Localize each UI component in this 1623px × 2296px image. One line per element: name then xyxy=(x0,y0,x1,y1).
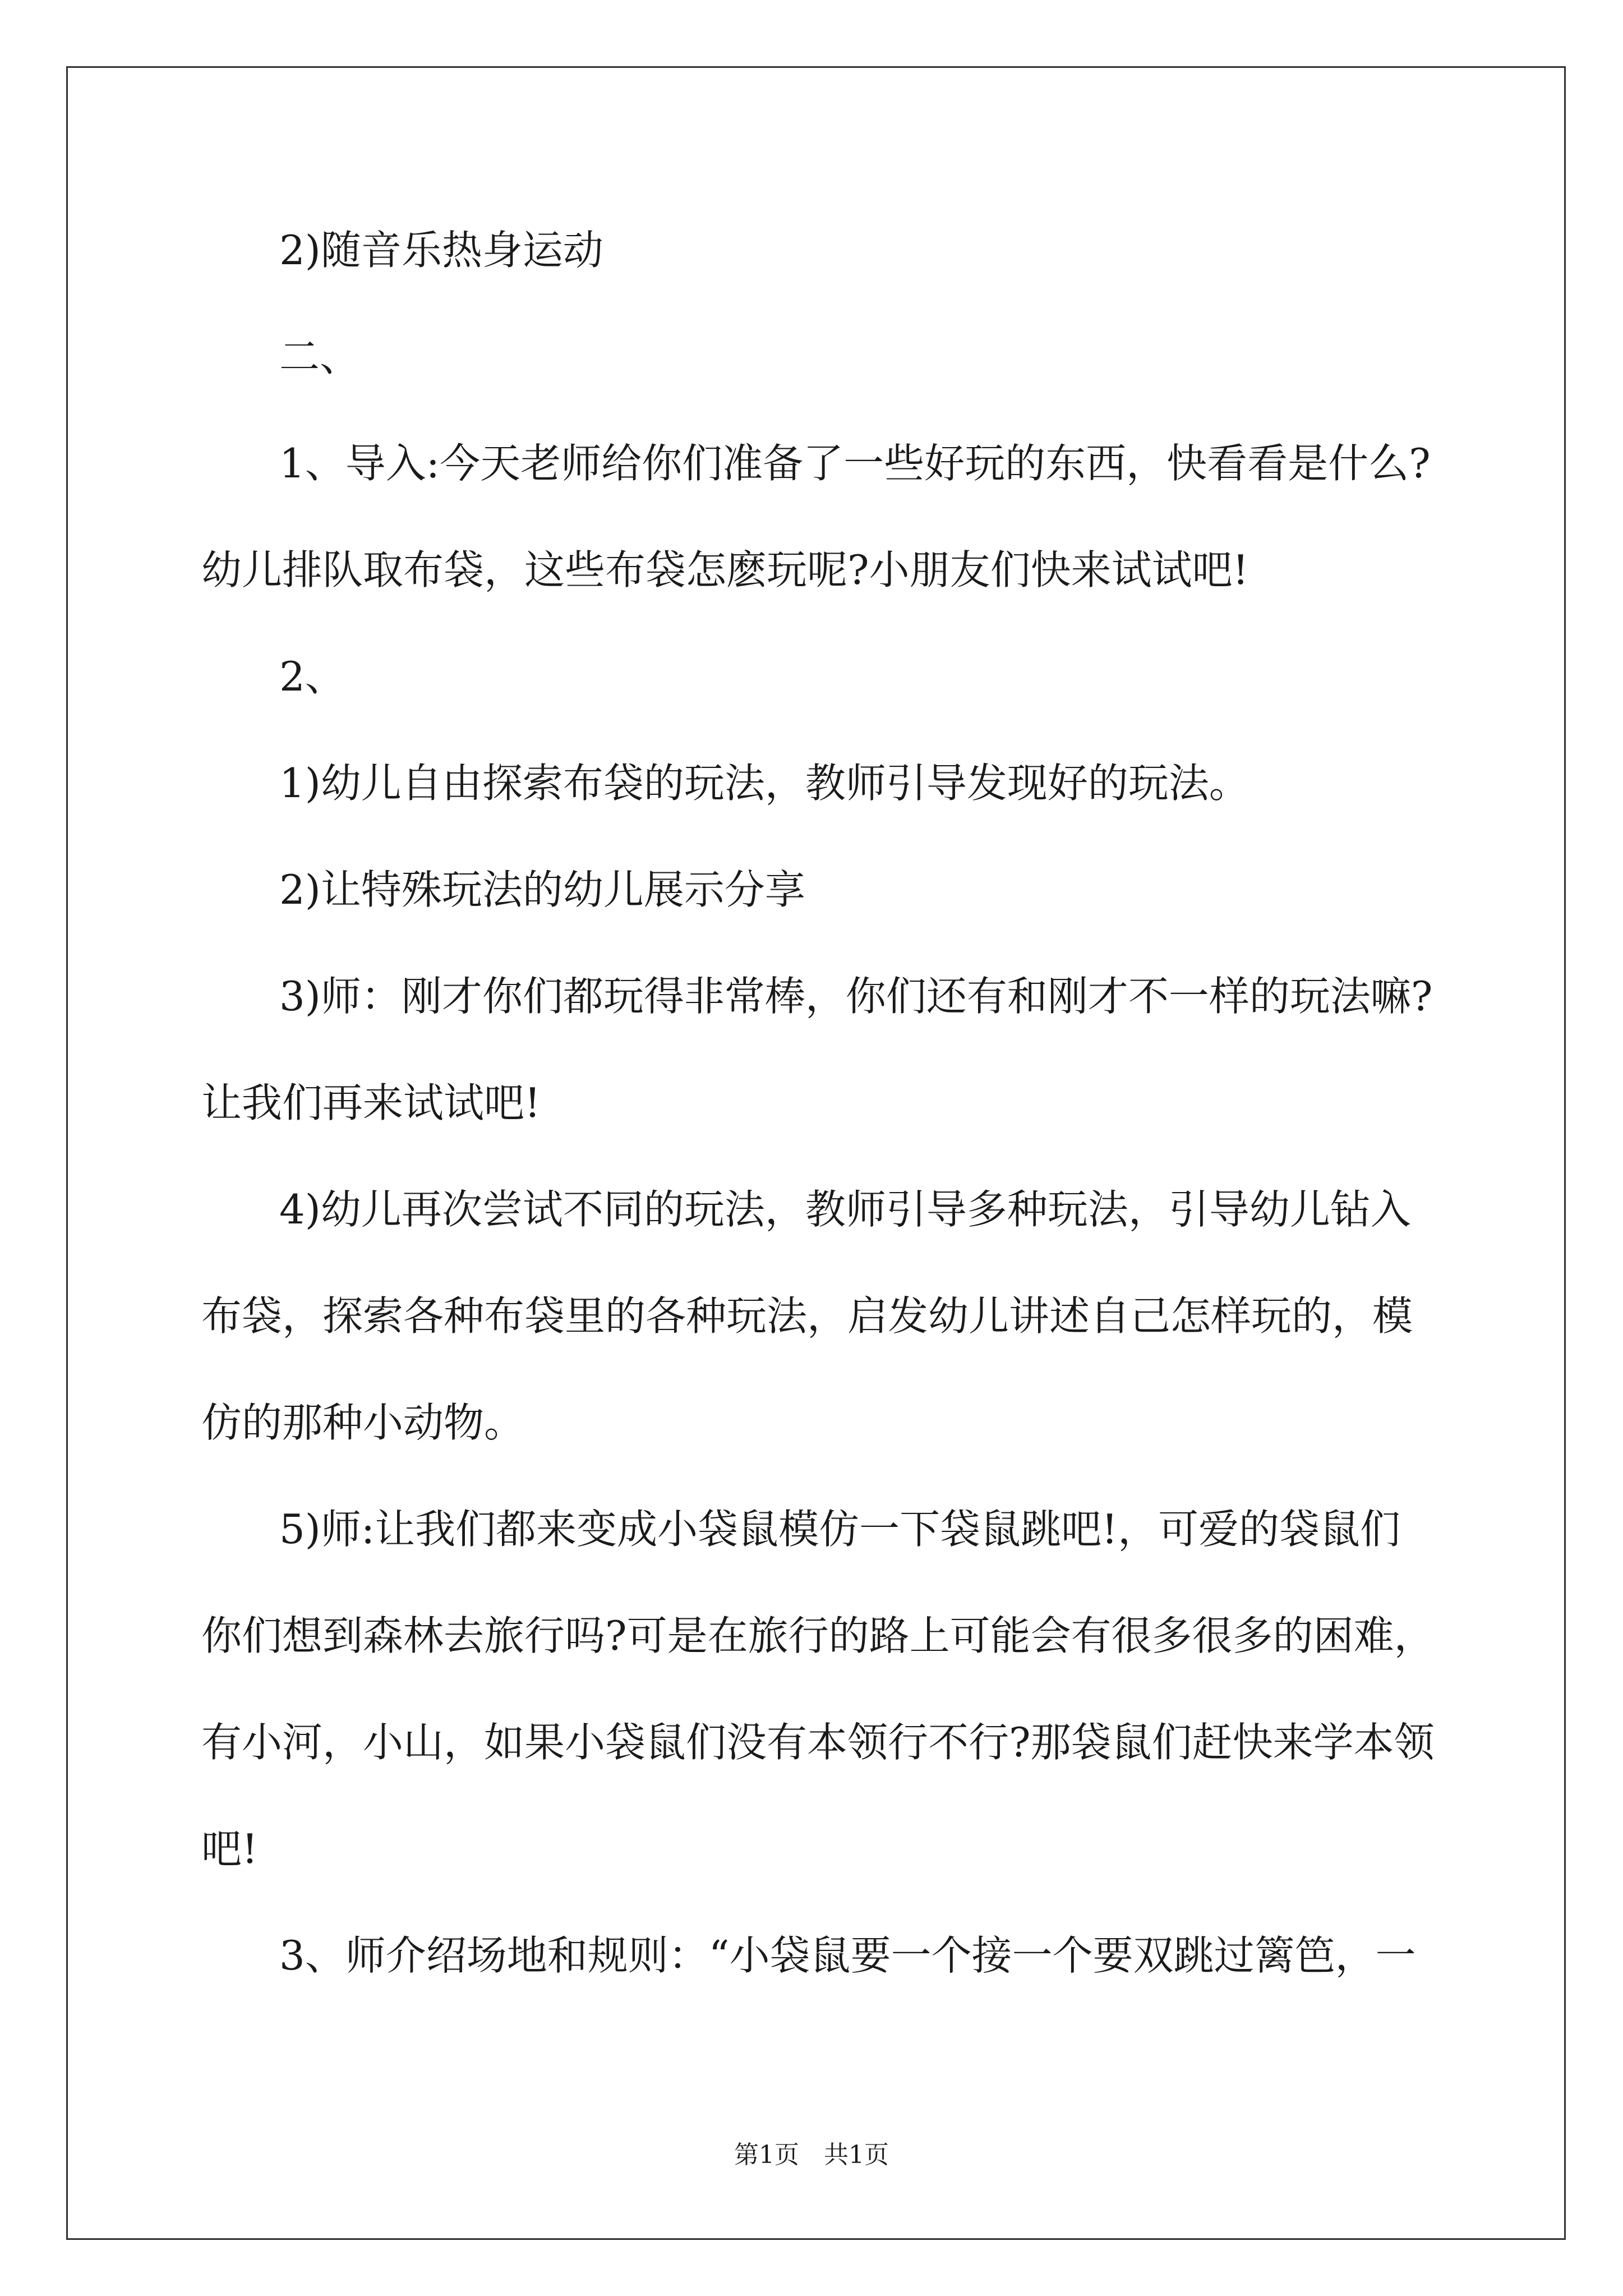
paragraph xyxy=(201,836,1514,943)
paragraph xyxy=(201,943,1514,1156)
paragraph xyxy=(201,730,1514,836)
paragraph-line: 3)师：刚才你们都玩得非常棒，你们还有和刚才不一样的玩法嘛? xyxy=(279,973,1433,1020)
paragraph xyxy=(201,1476,1514,1902)
document-body xyxy=(201,197,1514,2009)
paragraph-line: 1)幼儿自由探索布袋的玩法，教师引导发现好的玩法。 xyxy=(279,760,1249,807)
paragraph xyxy=(201,623,1514,730)
paragraph-line: 4)幼儿再次尝试不同的玩法，教师引导多种玩法，引导幼儿钻入 xyxy=(279,1186,1411,1233)
paragraph-line: 3、师介绍场地和规则：“小袋鼠要一个接一个要双跳过篱笆，一 xyxy=(279,1932,1416,1979)
paragraph-line: 仿的那种小动物。 xyxy=(201,1399,525,1446)
paragraph-line: 5)师:让我们都来变成小袋鼠模仿一下袋鼠跳吧!，可爱的袋鼠们 xyxy=(279,1506,1401,1553)
paragraph-line: 2、 xyxy=(279,653,345,700)
paragraph-line: 吧! xyxy=(201,1825,258,1872)
paragraph-line: 幼儿排队取布袋，这些布袋怎麽玩呢?小朋友们快来试试吧! xyxy=(201,546,1249,593)
paragraph-line: 有小河，小山，如果小袋鼠们没有本领行不行?那袋鼠们赶快来学本领 xyxy=(201,1719,1435,1766)
paragraph-line: 布袋，探索各种布袋里的各种玩法，启发幼儿讲述自己怎样玩的，模 xyxy=(201,1292,1413,1340)
paragraph-line: 你们想到森林去旅行吗?可是在旅行的路上可能会有很多很多的困难， xyxy=(201,1612,1435,1659)
paragraph xyxy=(201,1902,1514,2009)
paragraph-line: 2)让特殊玩法的幼儿展示分享 xyxy=(279,866,805,913)
paragraph xyxy=(201,197,1514,303)
paragraph xyxy=(201,410,1514,623)
paragraph-line: 二、 xyxy=(279,333,361,380)
paragraph-line: 1、导入:今天老师给你们准备了一些好玩的东西，快看看是什么? xyxy=(279,440,1431,487)
paragraph xyxy=(201,303,1514,410)
paragraph xyxy=(201,1156,1514,1476)
page-footer: 第1页 共1页 xyxy=(734,2141,889,2169)
paragraph-line: 2)随音乐热身运动 xyxy=(279,227,603,274)
paragraph-line: 让我们再来试试吧! xyxy=(201,1079,541,1126)
